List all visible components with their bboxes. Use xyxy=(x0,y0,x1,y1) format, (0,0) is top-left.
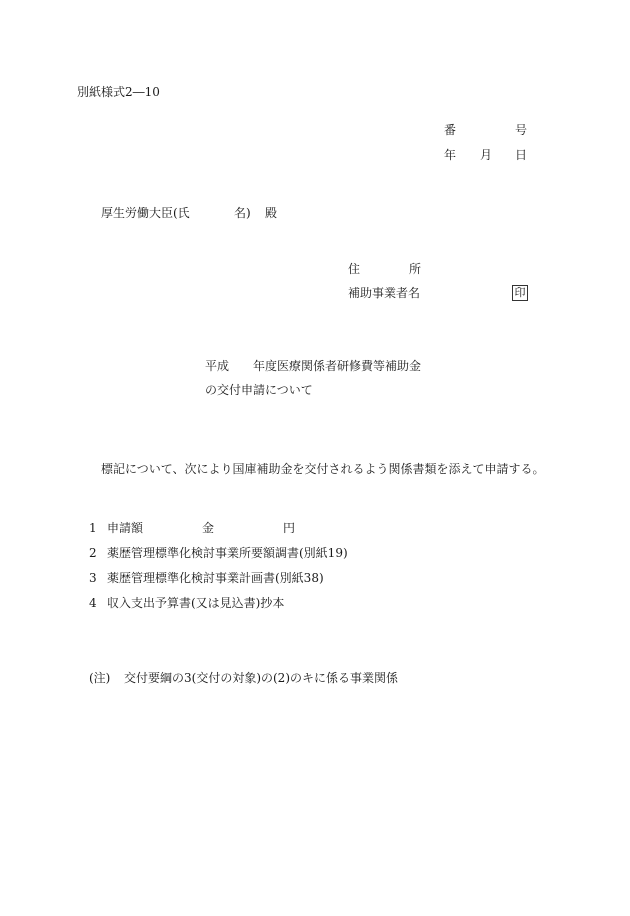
list-item-number: 2 xyxy=(89,546,97,560)
list-item-number: 3 xyxy=(89,571,97,585)
title-heisei: 平成 xyxy=(205,359,230,373)
list-item-text: 薬歴管理標準化検討事業所要額調書(別紙19) xyxy=(107,546,348,560)
body-text: 標記について、次により国庫補助金を交付されるよう関係書類を添えて申請する。 xyxy=(101,462,545,476)
list-item-text: 薬歴管理標準化検討事業計画書(別紙38) xyxy=(107,571,324,585)
note-label: (注) xyxy=(89,671,111,685)
list-item-yen-suffix: 円 xyxy=(283,521,296,535)
date-year-label: 年 xyxy=(444,148,457,162)
date-month-label: 月 xyxy=(480,148,493,162)
addressee-prefix: 厚生労働大臣(氏 xyxy=(101,206,190,220)
list-item-number: 1 xyxy=(89,521,97,535)
date-day-label: 日 xyxy=(515,148,528,162)
address-label-ju: 住 xyxy=(348,262,361,276)
addressee-honorific: 殿 xyxy=(265,206,278,220)
form-number: 別紙様式2―10 xyxy=(77,85,160,99)
seal-stamp: 印 xyxy=(512,285,528,301)
addressee-name-close: 名) xyxy=(234,206,251,220)
note-text: 交付要綱の3(交付の対象)の(2)のキに係る事業関係 xyxy=(124,671,398,685)
list-item-number: 4 xyxy=(89,596,97,610)
title-line-1: 年度医療関係者研修費等補助金 xyxy=(253,359,422,373)
address-label-sho: 所 xyxy=(409,262,422,276)
list-item-text: 申請額 xyxy=(107,521,144,535)
list-item-yen-prefix: 金 xyxy=(202,521,215,535)
list-item-text: 収入支出予算書(又は見込書)抄本 xyxy=(107,596,285,610)
title-line-2: の交付申請について xyxy=(205,383,313,397)
number-label-ban: 番 xyxy=(444,123,457,137)
applicant-label: 補助事業者名 xyxy=(348,286,421,300)
number-label-go: 号 xyxy=(515,123,528,137)
